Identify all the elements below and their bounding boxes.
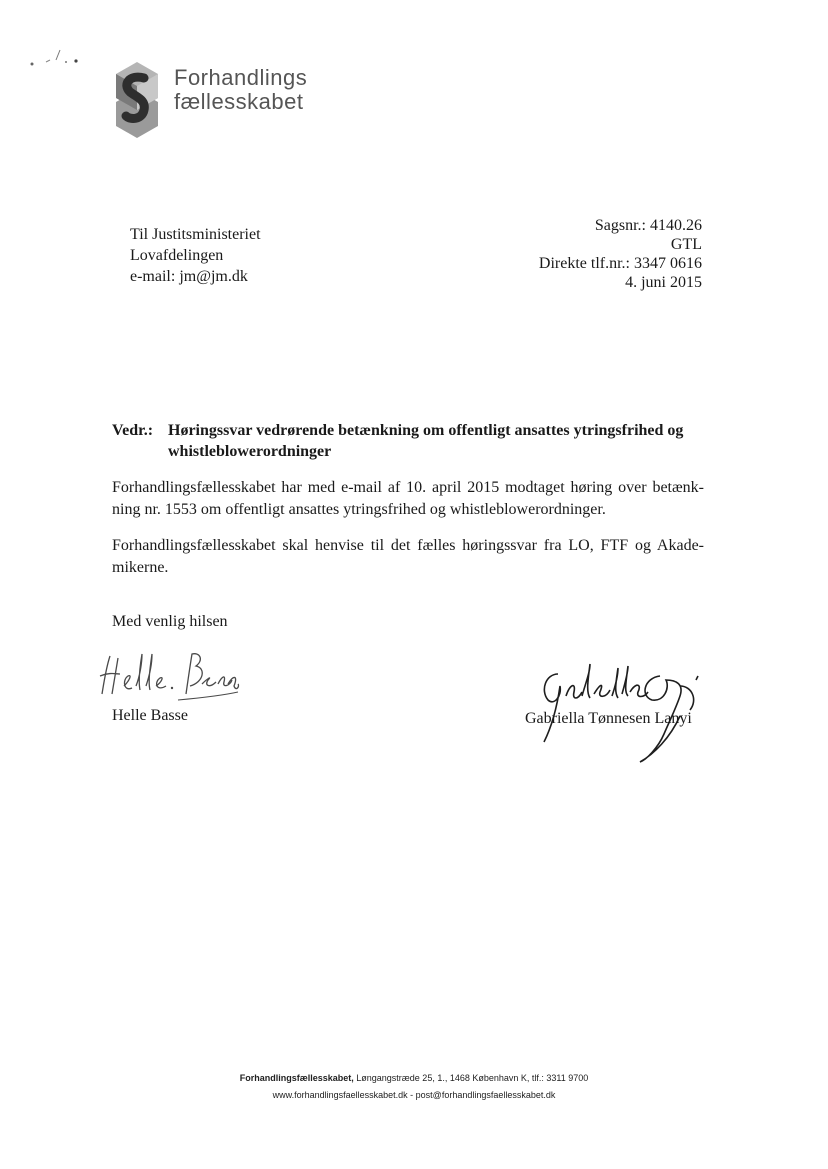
logo-wordmark	[174, 66, 307, 114]
body-paragraph-1: Forhandlingsfællesskabet har med e-mail af 10. april 2015 modtaget høring over betænk-ning nr. 1553 om offentligt ansattes ytringsfrihed og whistleblowerordninger.	[112, 479, 704, 518]
initials: GTL	[670, 236, 702, 253]
recipient-line-1: Til Justitsministeriet	[130, 226, 261, 243]
footer-org: Forhandlingsfællesskabet,	[239, 1073, 354, 1083]
direct-phone: Direkte tlf.nr.: 3347 0616	[538, 255, 702, 272]
letter-date: 4. juni 2015	[625, 274, 702, 291]
footer-web-line: www.forhandlingsfaellesskabet.dk - post@forhandlingsfaellesskabet.dk	[272, 1090, 556, 1100]
closing-salutation: Med venlig hilsen	[112, 613, 228, 630]
body-paragraph-2: Forhandlingsfællesskabet skal henvise til det fælles høringssvar fra LO, FTF og Akade-mikerne.	[112, 537, 704, 576]
logo-icon	[112, 60, 162, 140]
signer-right-name: Gabriella Tønnesen Lanyi	[525, 710, 692, 727]
case-number: Sagsnr.: 4140.26	[594, 217, 702, 234]
scan-specks	[28, 44, 88, 74]
case-meta-block	[539, 216, 702, 292]
logo-line-2: fællesskabet	[174, 89, 304, 114]
recipient-block	[130, 224, 261, 287]
recipient-email: e-mail: jm@jm.dk	[130, 268, 248, 285]
footer-address: Løngangstræde 25, 1., 1468 København K, tlf.: 3311 9700	[353, 1073, 589, 1083]
footer	[0, 1070, 828, 1104]
footer-address-line	[0, 1070, 828, 1087]
signer-left-name: Helle Basse	[112, 707, 188, 724]
subject-label: Vedr.:	[112, 422, 154, 439]
recipient-line-2: Lovafdelingen	[130, 247, 224, 264]
logo-line-1: Forhandlings	[174, 65, 308, 90]
subject-title: Høringssvar vedrørende betænkning om offentligt ansattes ytringsfrihed og whistleblowerordninger	[168, 422, 684, 460]
signature-left	[90, 646, 240, 702]
